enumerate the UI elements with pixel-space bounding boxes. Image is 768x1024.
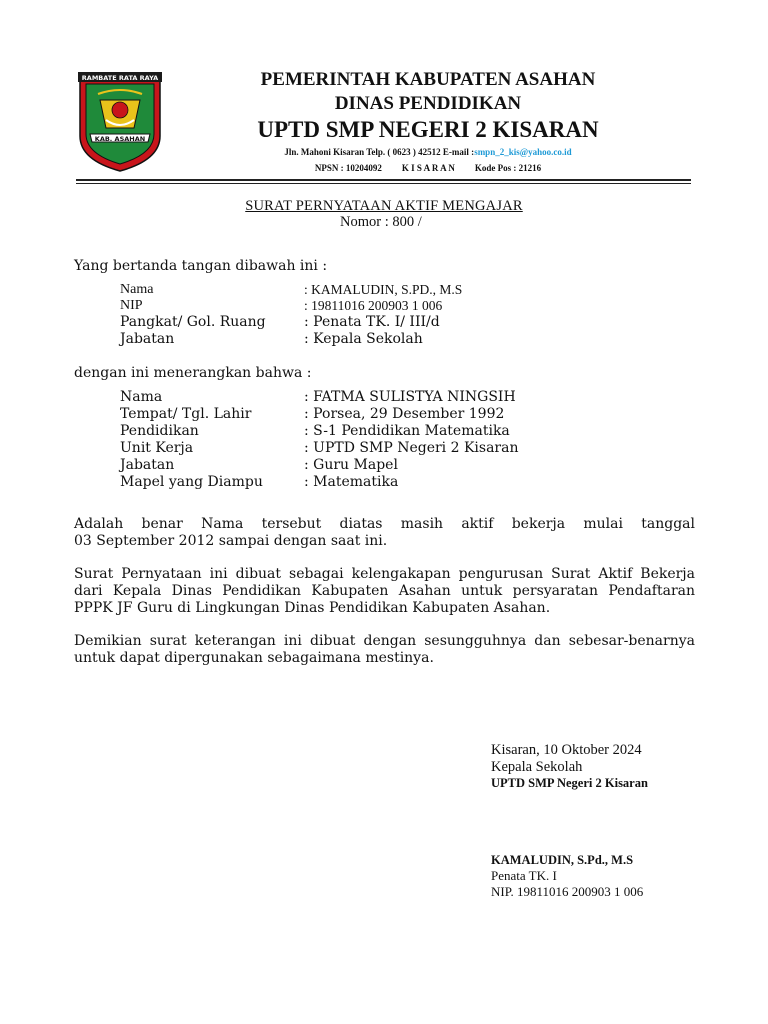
field-value: : Porsea, 29 Desember 1992 <box>304 406 505 422</box>
signature-rank: Penata TK. I <box>491 868 557 883</box>
email-link[interactable]: smpn_2_kis@yahoo.co.id <box>474 147 572 157</box>
logo-bottom-text: KAB. ASAHAN <box>94 135 146 143</box>
declare-text: dengan ini menerangkan bahwa : <box>74 365 312 381</box>
document-number: Nomor : 800 / <box>340 214 422 230</box>
codes-line <box>170 161 686 175</box>
logo-top-text: RAMBATE RATA RAYA <box>81 74 159 82</box>
field-label: Jabatan <box>120 331 175 347</box>
government-line: PEMERINTAH KABUPATEN ASAHAN <box>260 69 596 90</box>
field-value: : S-1 Pendidikan Matematika <box>304 423 510 439</box>
field-label: NIP <box>120 298 143 313</box>
letterhead-rule-thin <box>76 183 691 184</box>
signature-name: KAMALUDIN, S.Pd., M.S <box>491 853 634 867</box>
paragraph-3-line-2: untuk dapat dipergunakan sebagaimana mestinya. <box>74 650 434 666</box>
field-label: Nama <box>120 282 154 297</box>
department-line: DINAS PENDIDIKAN <box>334 93 522 114</box>
field-label: Jabatan <box>120 457 175 473</box>
field-value: : Matematika <box>304 474 399 490</box>
field-value: : Guru Mapel <box>304 457 398 473</box>
letterhead <box>170 68 686 175</box>
asahan-regency-logo <box>76 70 164 172</box>
city-text: K I S A R A N <box>401 163 455 173</box>
address-line <box>170 146 686 159</box>
signature-place-date: Kisaran, 10 Oktober 2024 <box>491 742 642 758</box>
field-label: Mapel yang Diampu <box>120 474 263 490</box>
paragraph-1-line-2: 03 September 2012 sampai dengan saat ini. <box>74 533 388 549</box>
field-label: Pangkat/ Gol. Ruang <box>120 314 266 330</box>
paragraph-2-line-2: dari Kepala Dinas Pendidikan Kabupaten Asahan untuk persyaratan Pendaftaran <box>74 583 695 599</box>
letterhead-rule-thick <box>76 179 691 181</box>
field-label: Unit Kerja <box>120 440 194 456</box>
field-value: : UPTD SMP Negeri 2 Kisaran <box>304 440 519 456</box>
school-line: UPTD SMP NEGERI 2 KISARAN <box>257 117 599 142</box>
paragraph-2-line-1: Surat Pernyataan ini dibuat sebagai kelengakapan pengurusan Surat Aktif Bekerja <box>74 566 695 582</box>
document-title: SURAT PERNYATAAN AKTIF MENGAJAR <box>245 198 523 214</box>
field-label: Nama <box>120 389 163 405</box>
field-value: : FATMA SULISTYA NINGSIH <box>304 389 516 405</box>
postal-text: Kode Pos : 21216 <box>474 163 542 173</box>
signature-position: Kepala Sekolah <box>491 759 583 775</box>
field-label: Pendidikan <box>120 423 199 439</box>
field-value: : Penata TK. I/ III/d <box>304 314 440 330</box>
field-value: : 19811016 200903 1 006 <box>304 298 443 313</box>
intro-text: Yang bertanda tangan dibawah ini : <box>74 258 328 274</box>
signature-nip: NIP. 19811016 200903 1 006 <box>491 884 644 899</box>
signature-school: UPTD SMP Negeri 2 Kisaran <box>491 776 648 790</box>
paragraph-1-line-1: Adalah benar Nama tersebut diatas masih aktif bekerja mulai tanggal <box>74 516 695 532</box>
field-value: : KAMALUDIN, S.PD., M.S <box>304 282 463 297</box>
field-label: Tempat/ Tgl. Lahir <box>120 406 252 422</box>
address-text: Jln. Mahoni Kisaran Telp. ( 0623 ) 42512 E-mail : <box>284 147 475 157</box>
paragraph-2-line-3: PPPK JF Guru di Lingkungan Dinas Pendidikan Kabupaten Asahan. <box>74 600 551 616</box>
field-value: : Kepala Sekolah <box>304 331 423 347</box>
paragraph-3-line-1: Demikian surat keterangan ini dibuat dengan sesungguhnya dan sebesar-benarnya <box>74 633 695 649</box>
npsn-text: NPSN : 10204092 <box>314 163 382 173</box>
